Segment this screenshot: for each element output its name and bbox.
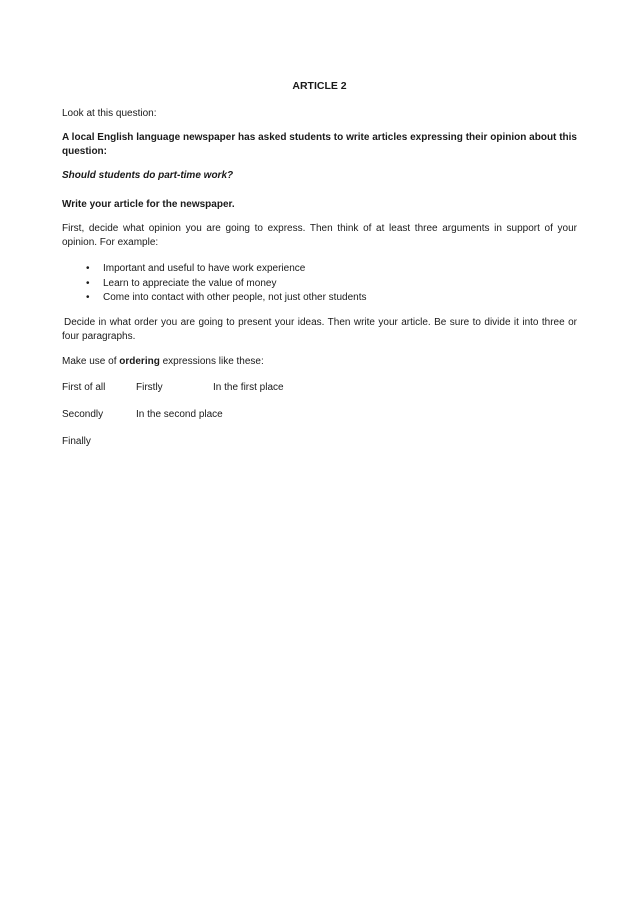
list-item-text: Learn to appreciate the value of money [103,277,277,289]
bullet-icon: • [86,277,90,289]
list-item-text: Come into contact with other people, not just other students [103,292,367,303]
ordering-expression: In the first place [213,382,284,393]
ordering-intro [62,355,577,369]
ordering-expression: First of all [62,382,106,393]
ordering-expression: Firstly [136,382,163,393]
guidance-text: First, decide what opinion you are going to express. Then think of at least three arguments in support of your opinion. For example: [62,223,577,248]
ordering-row-first [62,381,577,395]
argument-list [62,262,577,306]
bullet-icon: • [86,263,90,274]
ordering-prefix: Make use of [62,356,120,367]
ordering-expression: Secondly [62,409,104,420]
ordering-suffix: expressions like these: [159,356,264,367]
instruction-text: Write your article for the newspaper. [62,199,235,210]
bullet-icon: • [86,292,90,303]
list-item [62,291,577,306]
ordering-expression: In the second place [136,409,223,420]
ordering-keyword: ordering [119,356,160,367]
order-paragraph: Decide in what order you are going to present your ideas. Then write your article. Be sure to divide it into three or four paragraphs. [62,317,577,342]
list-item-text: Important and useful to have work experience [103,263,306,274]
ordering-row-second [62,408,577,422]
question-prompt: A local English language newspaper has asked students to write articles expressing their opinion about this question: [62,132,577,157]
list-item [62,262,577,277]
list-item [62,277,577,292]
document-title: ARTICLE 2 [292,80,347,92]
ordering-expression: Finally [62,436,91,447]
intro-text: Look at this question: [62,108,157,119]
ordering-row-final [62,435,577,449]
question-text: Should students do part-time work? [62,170,234,181]
